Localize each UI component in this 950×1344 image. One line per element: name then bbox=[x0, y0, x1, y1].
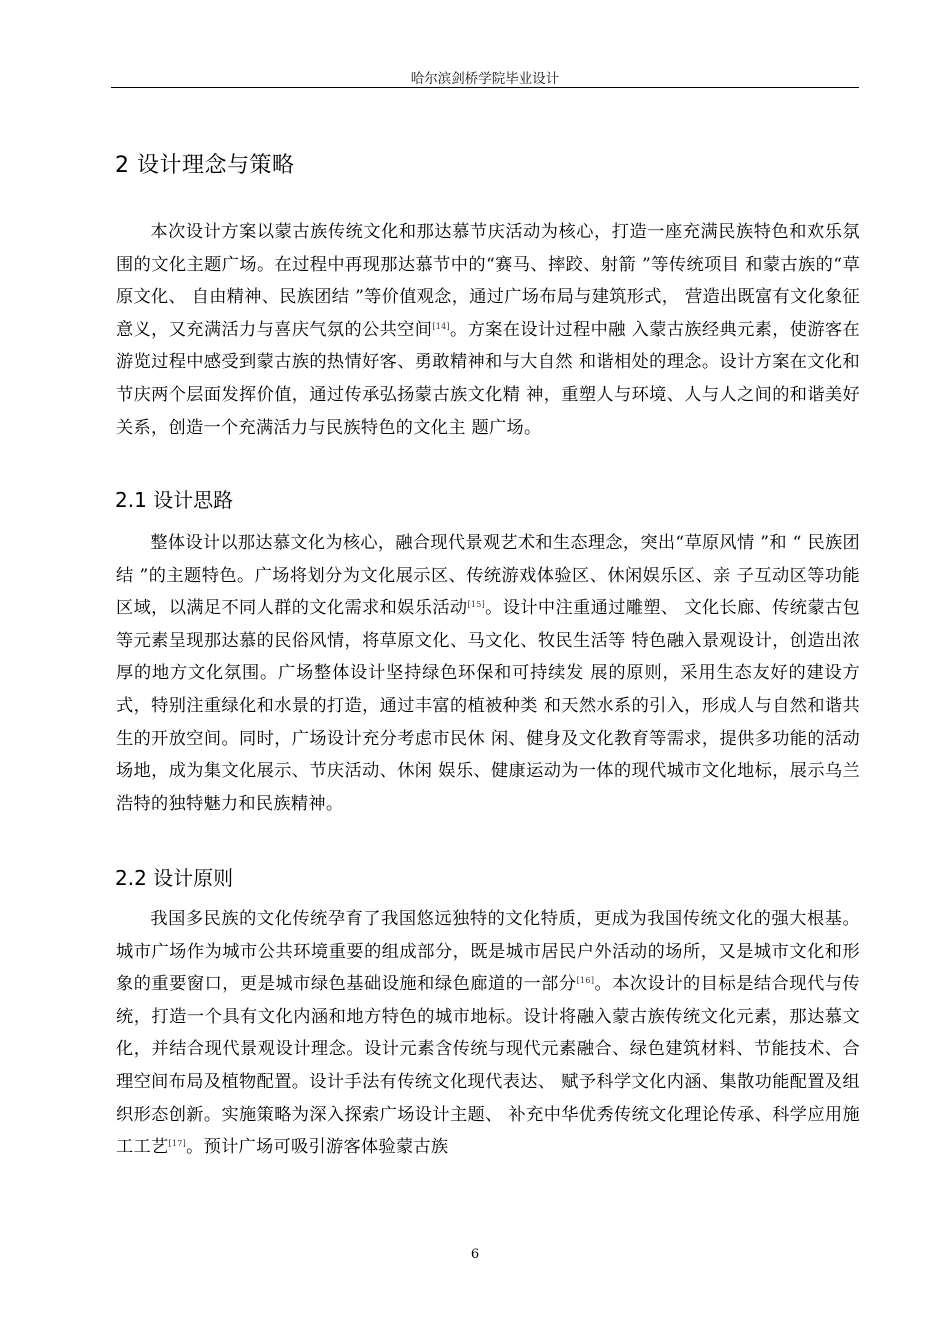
chapter-intro-text-2: 。方案在设计过程中融 入蒙古族经典元素，使游客在游览过程中感受到蒙古族的热情好客、勇敢精神和与大自然 和谐相处的理念。设计方案在文化和节庆两个层面发挥价值，通过传承弘扬蒙古族文化精 神，重塑人与环境、人与人之间的和谐美好关系，创造一个充满活力与民族特色的文化主 题广场。 bbox=[116, 319, 860, 438]
citation-17: [17] bbox=[168, 1139, 187, 1149]
section-2-2-text-1: 我国多民族的文化传统孕育了我国悠远独特的文化特质，更成为我国传统文化的强大根基。城市广场作为城市公共环境重要的组成部分，既是城市居民户外活动的场所，又是城市文化和形象的重要窗口，更是城市绿色基础设施和绿色廊道的一部分 bbox=[116, 909, 860, 995]
citation-16: [16] bbox=[576, 976, 595, 986]
citation-14: [14] bbox=[432, 321, 450, 331]
chapter-intro-paragraph bbox=[116, 216, 860, 444]
section-2-2-text-3: 。预计广场可吸引游客体验蒙古族 bbox=[186, 1137, 449, 1158]
section-2-1-text-2: 。设计中注重通过雕塑、 文化长廊、传统蒙古包等元素呈现那达慕的民俗风情，将草原文化、马文化、牧民生活等 特色融入景观设计，创造出浓厚的地方文化氛围。广场整体设计坚持绿色环保和可持续发 展的原则，采用生态友好的建设方式，特别注重绿化和水景的打造，通过丰富的植被种类 和天然水系的引入，形成人与自然和谐共生的开放空间。同时，广场设计充分考虑市民休 闲、健身及文化教育等需求，提供多功能的活动场地，成为集文化展示、节庆活动、休闲 娱乐、健康运动为一体的现代城市文化地标，展示乌兰浩特的独特魅力和民族精神。 bbox=[116, 598, 860, 814]
section-2-2-text-2: 。本次设计的目标是结合现代与传统，打造一个具有文化内涵和地方特色的城市地标。设计将融入蒙古族传统文化元素，那达慕文化，并结合现代景观设计理念。设计元素含传统与现代元素融合、绿色建筑材料、节能技术、合理空间布局及植物配置。设计手法有传统文化现代表达、 赋予科学文化内涵、集散功能配置及组织形态创新。实施策略为深入探索广场设计主题、 补充中华优秀传统文化理论传承、科学应用施工工艺 bbox=[116, 974, 860, 1158]
citation-15: [15] bbox=[467, 600, 486, 610]
section-2-2-paragraph bbox=[116, 903, 860, 1164]
section-2-2-title: 2.2 设计原则 bbox=[115, 866, 234, 890]
header-rule bbox=[111, 87, 859, 88]
running-header: 哈尔滨剑桥学院毕业设计 bbox=[410, 71, 560, 87]
chapter-title: 2 设计理念与策略 bbox=[115, 153, 295, 178]
chapter-intro-text-1: 本次设计方案以蒙古族传统文化和那达慕节庆活动为核心，打造一座充满民族特色和欢乐氛围的文化主题广场。在过程中再现那达慕节中的“赛马、摔跤、射箭 ”等传统项目 和蒙古族的“草原文化、 自由精神、民族团结 ”等价值观念，通过广场布局与建筑形式， 营造出既富有文化象征意义，又充满活力与喜庆气氛的公共空间 bbox=[116, 222, 860, 340]
section-2-1-paragraph bbox=[116, 527, 860, 820]
page-number: 6 bbox=[470, 1247, 480, 1262]
section-2-1-text-1: 整体设计以那达慕文化为核心，融合现代景观艺术和生态理念，突出“草原风情 ”和 “ 民族团结 ”的主题特色。广场将划分为文化展示区、传统游戏体验区、休闲娱乐区、亲 子互动区等功能区域，以满足不同人群的文化需求和娱乐活动 bbox=[116, 533, 860, 619]
section-2-1-title: 2.1 设计思路 bbox=[115, 488, 234, 512]
